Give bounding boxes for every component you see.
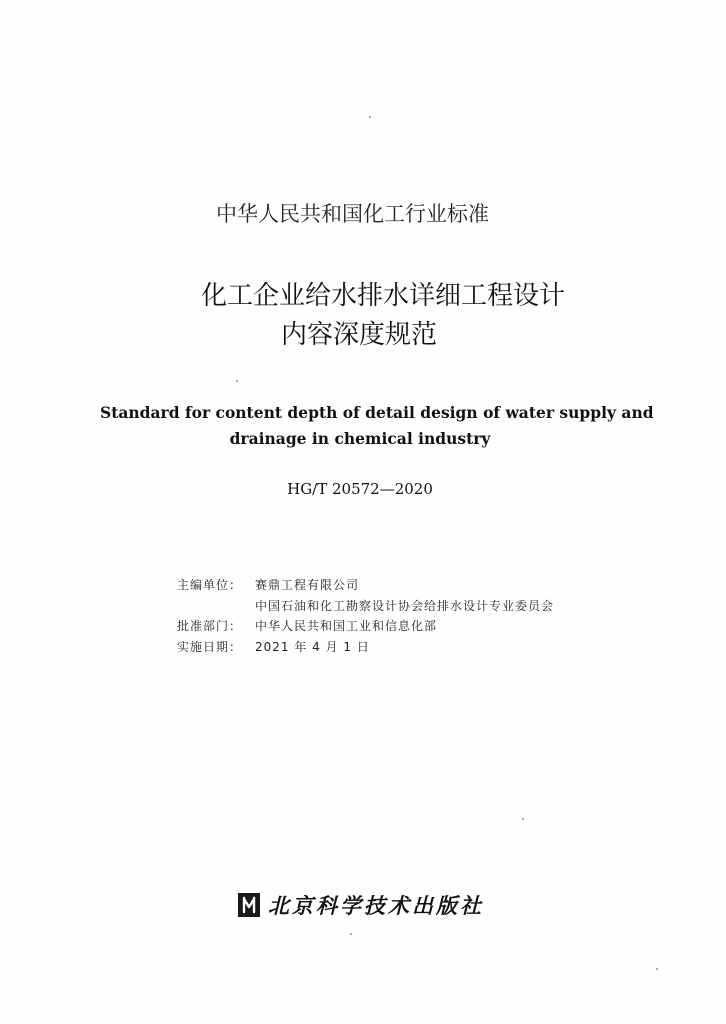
english-title: [100, 400, 654, 452]
info-row-effective-date: [177, 637, 554, 658]
scan-speck: [369, 116, 371, 118]
info-row-approver: [177, 616, 554, 637]
scan-speck: [236, 380, 238, 382]
info-label: 实施日期：: [177, 639, 243, 654]
info-label: [177, 596, 255, 617]
info-row-editor: [177, 575, 554, 596]
info-value: 赛鼎工程有限公司: [255, 578, 360, 592]
scan-speck: [656, 968, 658, 970]
publisher-name: 北京科学技术出版社: [268, 893, 484, 918]
publisher: [238, 890, 484, 920]
english-title-line-2: drainage in chemical industry: [229, 429, 491, 448]
info-value: 中华人民共和国工业和信息化部: [255, 619, 438, 633]
info-label: 批准部门：: [177, 619, 243, 633]
english-title-line-1: Standard for content depth of detail design of water supply and: [100, 403, 654, 422]
scan-speck: [522, 818, 524, 820]
info-row-co-editor: [177, 596, 554, 617]
info-value: 中国石油和化工勘察设计协会给排水设计专业委员会: [255, 598, 555, 613]
scan-speck: [350, 933, 352, 935]
standard-code: HG/T 20572—2020: [287, 480, 433, 498]
info-label: 主编单位：: [177, 578, 243, 592]
standard-series-heading: 中华人民共和国化工行业标准: [216, 202, 489, 226]
document-title-line-2: 内容深度规范: [281, 320, 438, 350]
document-title-line-1: 化工企业给水排水详细工程设计: [201, 281, 566, 311]
publication-info: [177, 575, 554, 657]
info-value: 2021 年 4 月 1 日: [255, 639, 370, 654]
publisher-logo-icon: [238, 893, 260, 917]
